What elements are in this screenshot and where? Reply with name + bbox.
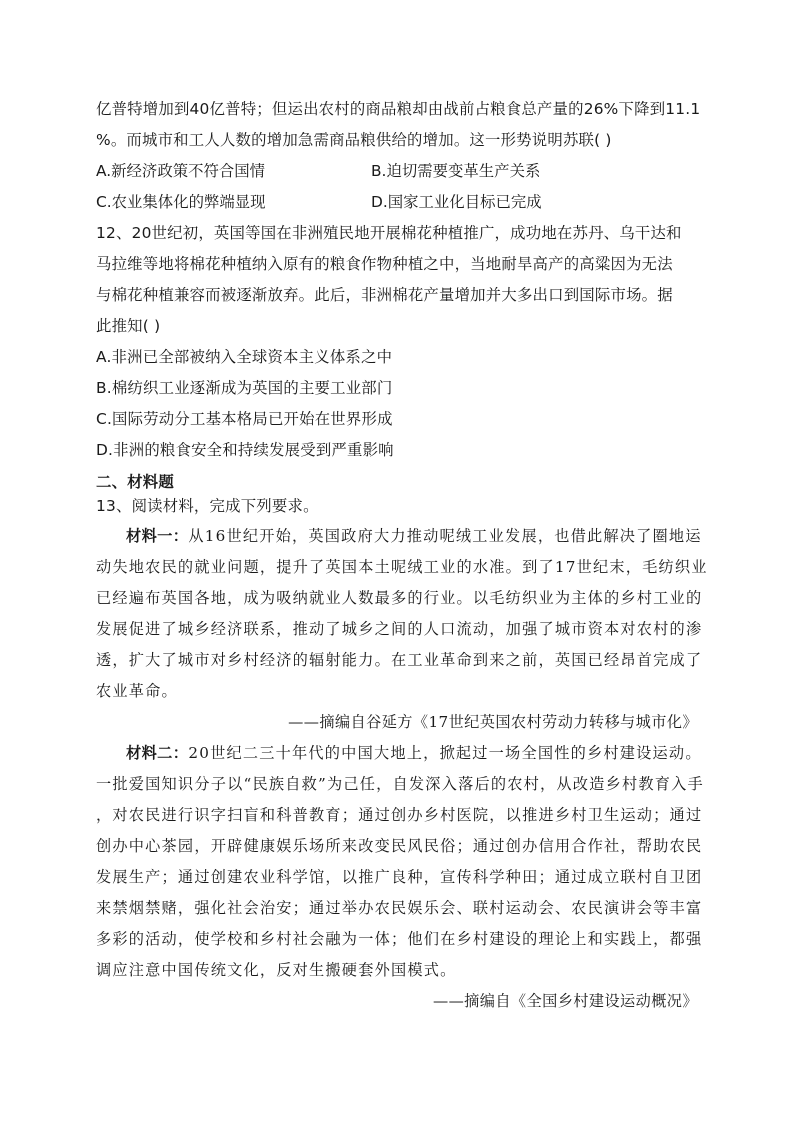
q12-option-b: B.棉纺织工业逐渐成为英国的主要工业部门	[96, 379, 393, 397]
material2-line: 发展生产；通过创建农业科学馆，以推广良种，宣传科学种田；通过成立联村自卫团	[96, 868, 703, 886]
q11-stem-line: %。而城市和工人人数的增加急需商品粮供给的增加。这一形势说明苏联( )	[96, 131, 612, 149]
material1-label: 材料一：	[126, 527, 189, 545]
q12-stem-line: 与棉花种植兼容而被逐渐放弃。此后，非洲棉花产量增加并大多出口到国际市场。据	[96, 286, 673, 304]
material2-line: 来禁烟禁赌，强化社会治安；通过举办农民娱乐会、联村运动会、农民演讲会等丰富	[96, 899, 703, 917]
material1-line: 农业革命。	[96, 682, 178, 700]
material1-line: 透，扩大了城市对乡村经济的辐射能力。在工业革命到来之前，英国已经昂首完成了	[96, 651, 703, 669]
q12-stem-line: 此推知( )	[96, 317, 161, 335]
material1-first-line	[126, 525, 702, 546]
material2-source: ——摘编自《全国乡村建设运动概况》	[433, 992, 698, 1010]
material2-line: 多彩的活动，使学校和乡村社会融为一体；他们在乡村建设的理论上和实践上，都强	[96, 930, 703, 948]
material2-line: 创办中心茶园，开辟健康娱乐场所来改变民风民俗；通过创办信用合作社，帮助农民	[96, 837, 703, 855]
q12-stem-line: 12、20世纪初，英国等国在非洲殖民地开展棉花种植推广，成功地在苏丹、乌干达和	[96, 224, 682, 242]
material1-text: 从16世纪开始，英国政府大力推动呢绒工业发展，也借此解决了圈地运	[188, 527, 702, 545]
q12-option-d: D.非洲的粮食安全和持续发展受到严重影响	[96, 441, 394, 459]
material2-line: ，对农民进行识字扫盲和科普教育；通过创办乡村医院，以推进乡村卫生运动；通过	[96, 806, 703, 824]
material1-source: ——摘编自谷延方《17世纪英国农村劳动力转移与城市化》	[288, 713, 698, 731]
material1-line: 发展促进了城乡经济联系，推动了城乡之间的人口流动，加强了城市资本对农村的渗	[96, 620, 703, 638]
material2-line: 一批爱国知识分子以“民族自救”为己任，自发深入落后的农村，从改造乡村教育入手	[96, 775, 704, 793]
q13-stem: 13、阅读材料，完成下列要求。	[96, 497, 319, 515]
material1-line: 已经遍布英国各地，成为吸纳就业人数最多的行业。以毛纺织业为主体的乡村工业的	[96, 589, 703, 607]
q11-option-d: D.国家工业化目标已完成	[371, 193, 542, 211]
material1-line: 动失地农民的就业问题，提升了英国本土呢绒工业的水准。到了17世纪末，毛纺织业	[96, 558, 708, 576]
q11-option-a: A.新经济政策不符合国情	[96, 162, 266, 180]
q11-option-c: C.农业集体化的弊端显现	[96, 193, 266, 211]
q12-option-c: C.国际劳动分工基本格局已开始在世界形成	[96, 410, 393, 428]
q11-stem-line: 亿普特增加到40亿普特；但运出农村的商品粮却由战前占粮食总产量的26%下降到11.1	[96, 100, 701, 118]
material2-label: 材料二：	[126, 744, 189, 762]
material2-first-line	[126, 742, 702, 763]
q11-option-b: B.迫切需要变革生产关系	[371, 162, 541, 180]
section-title: 二、材料题	[96, 473, 174, 491]
material2-line: 调应注意中国传统文化，反对生搬硬套外国模式。	[96, 961, 457, 979]
q12-option-a: A.非洲已全部被纳入全球资本主义体系之中	[96, 348, 393, 366]
q12-stem-line: 马拉维等地将棉花种植纳入原有的粮食作物种植之中，当地耐旱高产的高粱因为无法	[96, 255, 673, 273]
material2-text: 20世纪二三十年代的中国大地上，掀起过一场全国性的乡村建设运动。	[188, 744, 702, 762]
